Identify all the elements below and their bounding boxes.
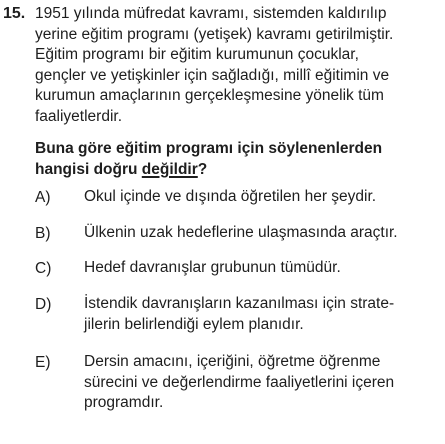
option-text [84, 294, 440, 335]
option-line: sürecini ve değerlendirme faaliyetlerini içeren [84, 373, 395, 391]
stem-line: faaliyetlerdir. [35, 107, 123, 125]
option-letter: A) [35, 189, 51, 206]
negation-word: değildir [141, 161, 198, 178]
option-text [84, 223, 440, 244]
option-line: Hedef davranışlar grubunun tümüdür. [84, 259, 341, 276]
option-letter: B) [35, 225, 51, 242]
stem-line: yerine eğitim programı (yetişek) kavramı getirilmiştir. [35, 25, 394, 43]
stem-line: Eğitim programı bir eğitim kurumunun çocuklar, [35, 46, 359, 63]
option-line: Okul içinde ve dışında öğretilen her şeydir. [84, 188, 377, 205]
option-letter: D) [35, 296, 52, 313]
question-mark: ? [197, 161, 208, 178]
question-number: 15. [3, 5, 26, 22]
stem-line: gençler ve yetişkinler için sağladığı, millî eğitimin ve [35, 66, 390, 84]
option-text [84, 352, 440, 414]
option-line: Ülkenin uzak hedeflerine ulaşmasında araçtır. [84, 224, 398, 241]
prompt-line [35, 159, 440, 180]
option-text [84, 258, 440, 279]
option-letter: C) [35, 260, 52, 277]
stem-line: kurumun amaçlarının gerçekleşmesine yönelik tüm [35, 87, 384, 104]
option-text [84, 187, 440, 208]
prompt-line: Buna göre eğitim programı için söylenenlerden [35, 140, 383, 157]
option-line: programdır. [84, 394, 164, 411]
question-stem [35, 4, 435, 127]
option-line: Dersin amacını, içeriğini, öğretme öğrenme [84, 353, 381, 370]
option-line: İstendik davranışların kazanılması için strate- [84, 295, 395, 312]
question-prompt [35, 138, 440, 180]
option-line: jilerin belirlendiği eylem planıdır. [84, 315, 304, 333]
option-letter: E) [35, 354, 51, 371]
stem-line: 1951 yılında müfredat kavramı, sistemden kaldırılıp [35, 5, 387, 22]
prompt-text: hangisi doğru [35, 161, 142, 178]
